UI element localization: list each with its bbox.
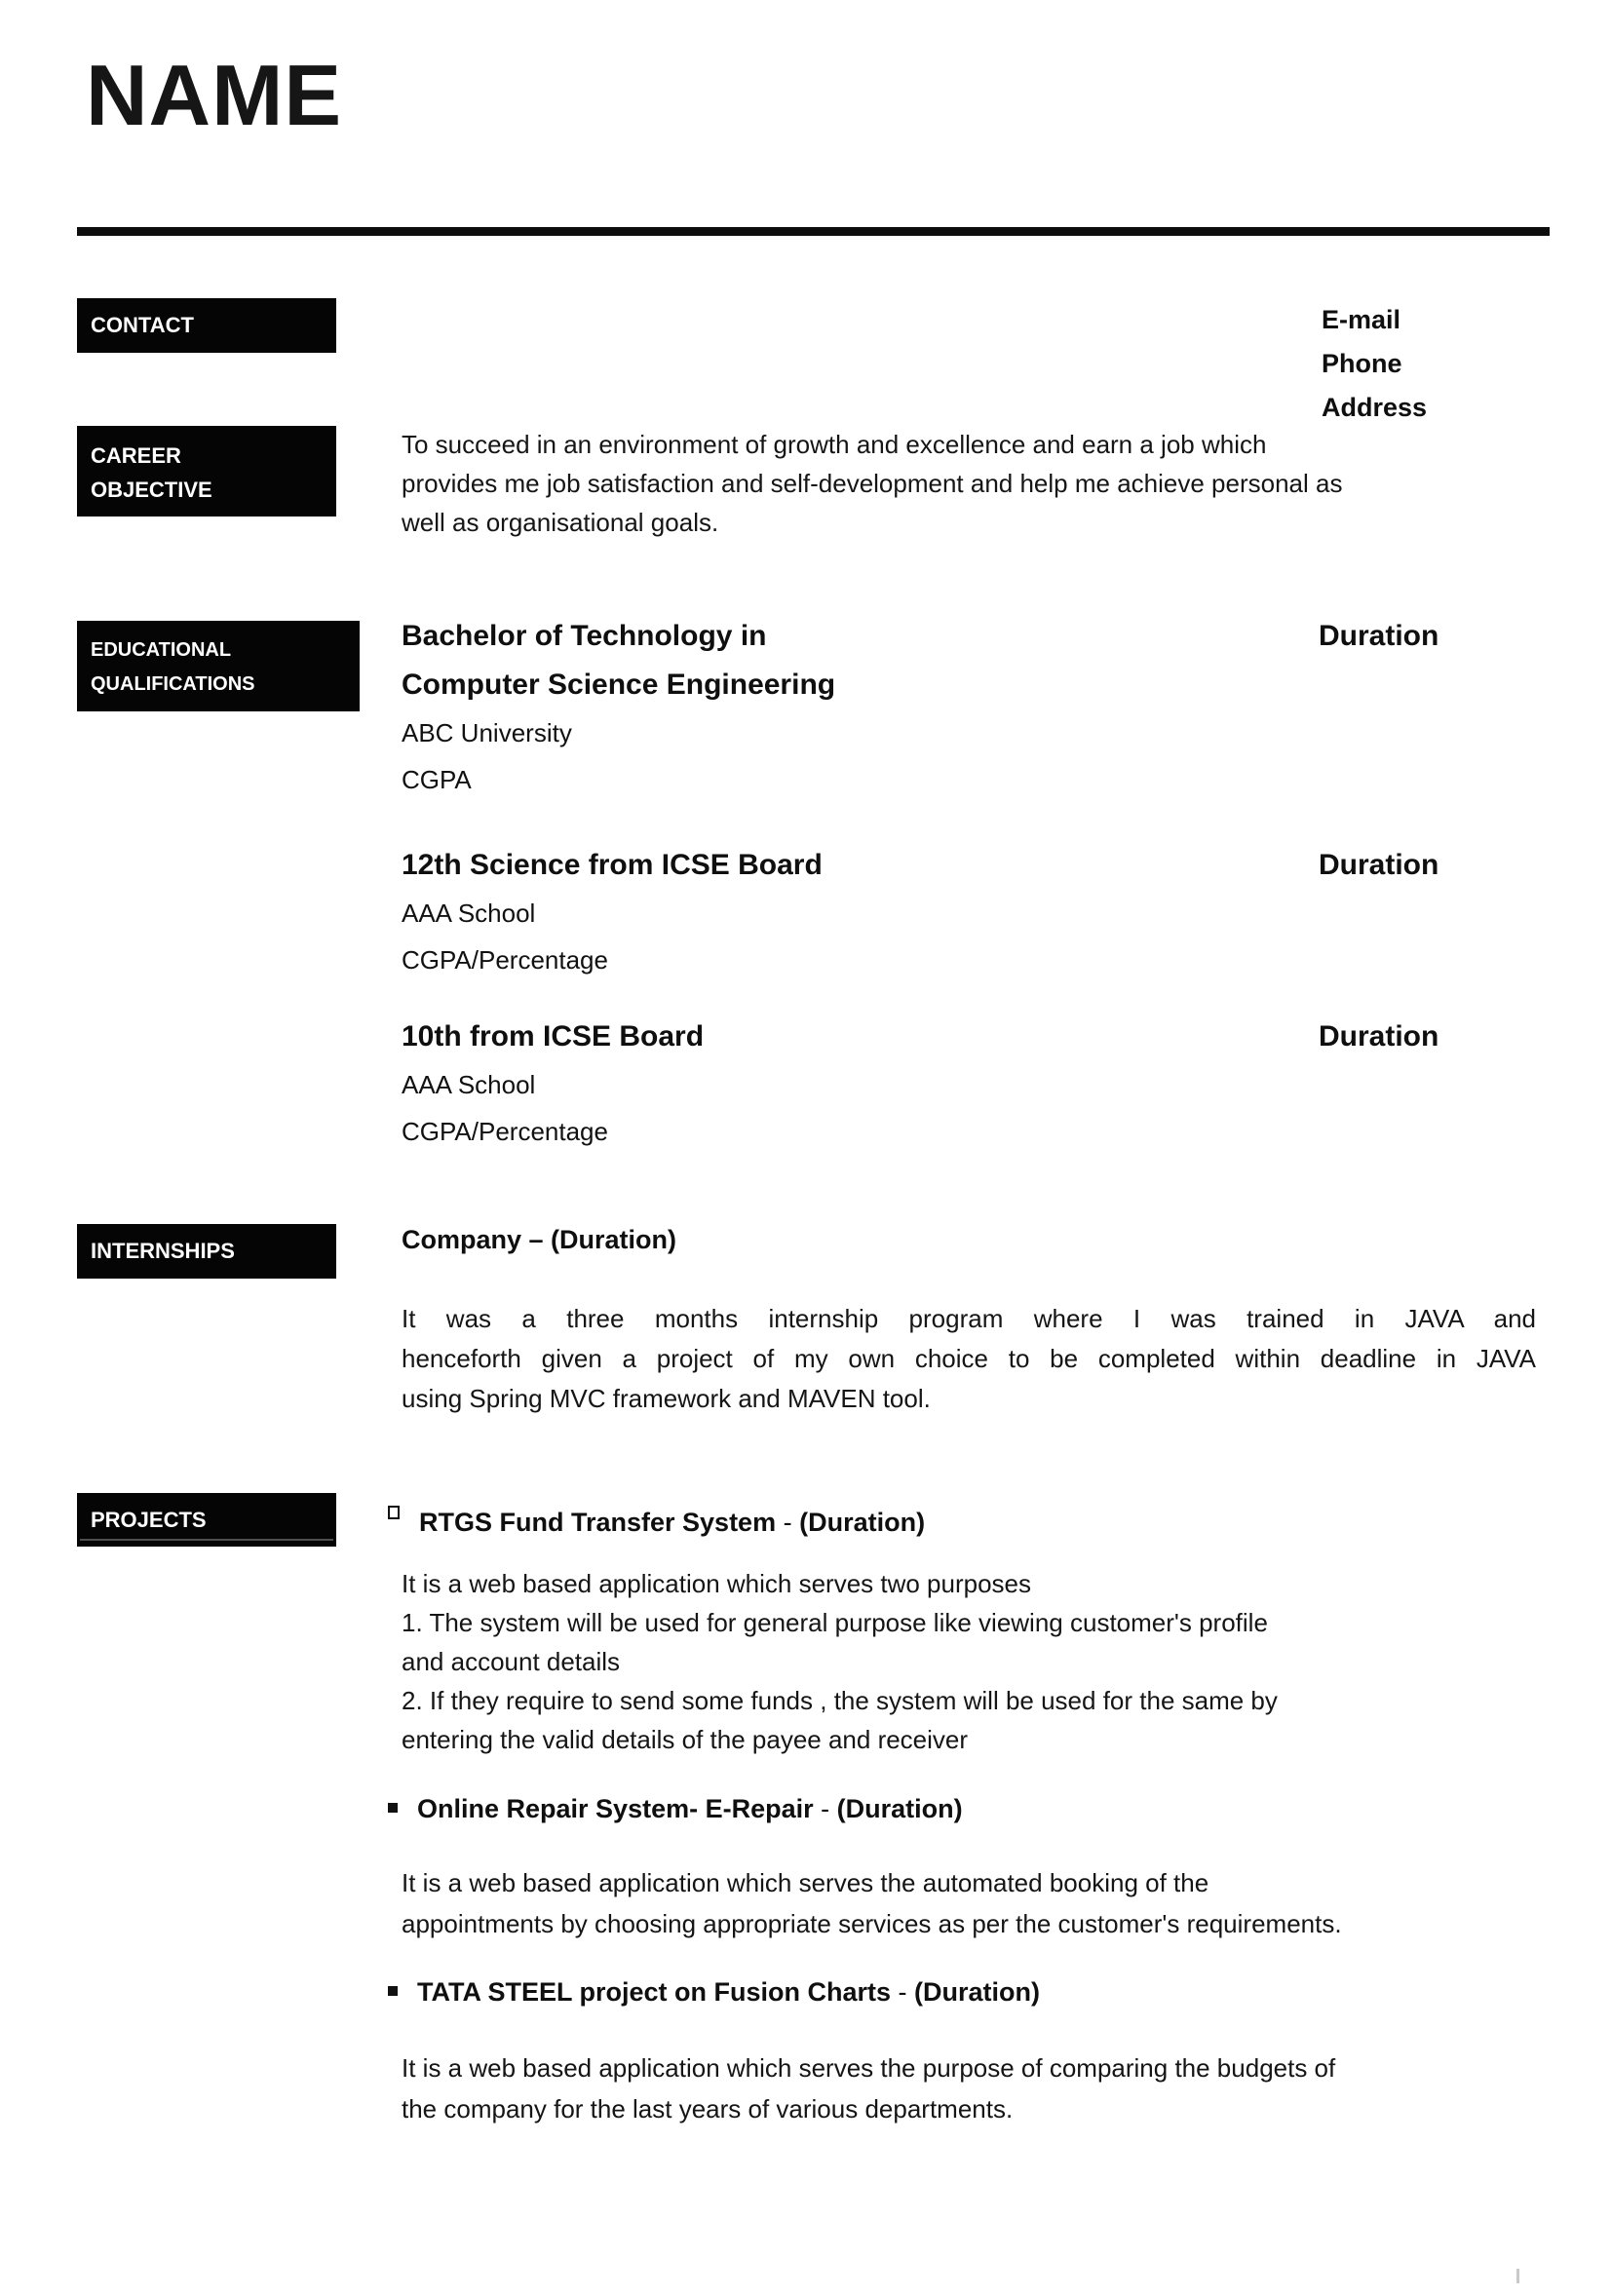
education-duration: Duration [1319, 849, 1439, 881]
career-objective-line: provides me job satisfaction and self-development and help me achieve personal as [402, 469, 1343, 498]
project-description-line: It is a web based application which serves two purposes [402, 1569, 1032, 1598]
header-divider [77, 227, 1550, 236]
project-description-line: the company for the last years of various departments. [402, 2094, 1014, 2124]
project-description-line: 1. The system will be used for general purpose like viewing customer's profile [402, 1608, 1268, 1637]
project-title: TATA STEEL project on Fusion Charts [417, 1977, 892, 2007]
career-objective-text [402, 425, 1536, 542]
education-duration: Duration [1319, 1020, 1439, 1052]
section-label-education [77, 621, 360, 711]
project-description-rtgs [402, 1564, 1536, 1759]
education-institution: AAA School [402, 1070, 536, 1099]
internship-company-heading: Company – (Duration) [402, 1225, 677, 1254]
project-title-separator: - [891, 1977, 915, 2007]
education-entry-btech [402, 612, 1536, 803]
section-label-contact [77, 298, 336, 353]
education-degree-title: Computer Science Engineering [402, 669, 836, 701]
education-label-line-1: EDUCATIONAL [91, 639, 232, 661]
project-description-line: It is a web based application which serves the automated booking of the [402, 1868, 1209, 1897]
project-heading-e-repair [388, 1791, 963, 1826]
project-title: Online Repair System- E-Repair [417, 1794, 814, 1823]
education-entry-10th [402, 1013, 1536, 1155]
contact-info [1322, 298, 1427, 430]
project-description-tata-steel [402, 2047, 1536, 2129]
project-heading-tata-steel [388, 1974, 1040, 2009]
project-title-separator: - [776, 1508, 800, 1537]
internships-label: INTERNSHIPS [91, 1239, 235, 1263]
career-objective-label-line-1: CAREER [91, 443, 181, 468]
project-description-e-repair [402, 1862, 1536, 1944]
internship-description-line: using Spring MVC framework and MAVEN tool. [402, 1384, 931, 1413]
hollow-square-bullet-icon [388, 1506, 400, 1519]
project-title-separator: - [813, 1794, 837, 1823]
contact-address-label: Address [1322, 393, 1428, 422]
internship-description-line: henceforth given a project of my own choice to be completed within deadline in JAVA [402, 1344, 1536, 1373]
education-institution: ABC University [402, 718, 572, 747]
education-grade: CGPA/Percentage [402, 1117, 608, 1146]
contact-label: CONTACT [91, 313, 194, 337]
internship-description-line: It was a three months internship program where I was trained in JAVA and [402, 1304, 1536, 1333]
contact-email-label: E-mail [1322, 305, 1401, 334]
filled-square-bullet-icon [388, 1803, 398, 1813]
filled-square-bullet-icon [388, 1986, 398, 1996]
page-edge-cursor-mark [1516, 2269, 1519, 2283]
education-entry-12th [402, 841, 1536, 983]
project-description-line: 2. If they require to send some funds , the system will be used for the same by [402, 1686, 1278, 1715]
section-label-career-objective [77, 426, 336, 517]
projects-label: PROJECTS [91, 1508, 207, 1532]
project-title: RTGS Fund Transfer System [419, 1508, 777, 1537]
projects-box-line [80, 1539, 333, 1541]
career-objective-line: To succeed in an environment of growth and excellence and earn a job which [402, 430, 1267, 459]
project-description-line: It is a web based application which serves the purpose of comparing the budgets of [402, 2053, 1336, 2083]
project-description-line: entering the valid details of the payee and receiver [402, 1725, 969, 1754]
education-duration: Duration [1319, 620, 1439, 652]
career-objective-line: well as organisational goals. [402, 508, 719, 537]
project-duration: (Duration) [914, 1977, 1040, 2007]
education-grade: CGPA [402, 765, 472, 794]
education-label-line-2: QUALIFICATIONS [91, 673, 255, 695]
education-institution: AAA School [402, 899, 536, 928]
education-degree-title: Bachelor of Technology in [402, 620, 767, 652]
section-label-projects [77, 1493, 336, 1547]
project-heading-rtgs [388, 1505, 925, 1540]
education-degree-title: 12th Science from ICSE Board [402, 849, 823, 881]
education-degree-title: 10th from ICSE Board [402, 1020, 705, 1052]
page-title: NAME [86, 47, 343, 143]
project-duration: (Duration) [836, 1794, 963, 1823]
project-duration: (Duration) [799, 1508, 926, 1537]
project-description-line: and account details [402, 1647, 621, 1676]
career-objective-label-line-2: OBJECTIVE [91, 478, 212, 502]
internship-description [402, 1299, 1536, 1419]
project-description-line: appointments by choosing appropriate services as per the customer's requirements. [402, 1909, 1342, 1938]
section-label-internships [77, 1224, 336, 1279]
education-grade: CGPA/Percentage [402, 945, 608, 975]
contact-phone-label: Phone [1322, 349, 1402, 378]
